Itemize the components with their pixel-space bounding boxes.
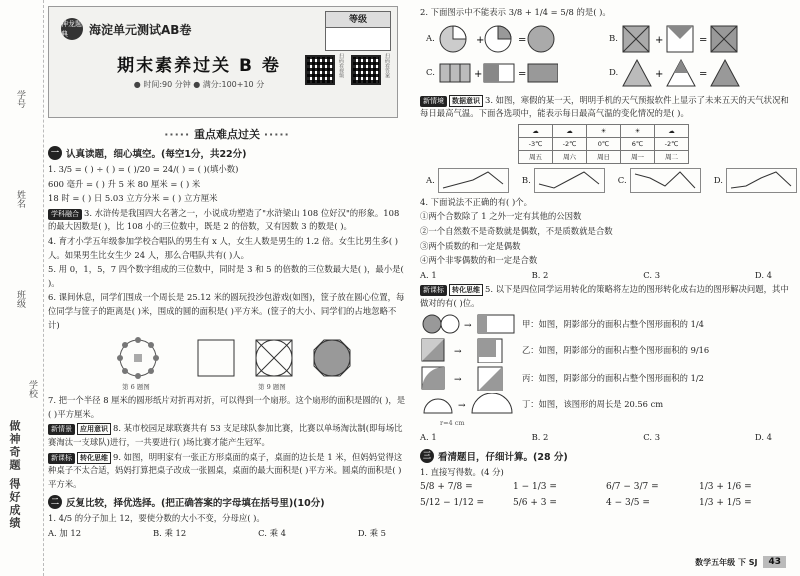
left-column [48, 6, 406, 572]
option-c[interactable]: C. 3 [643, 432, 661, 443]
question-2-5-a: → 甲：如图，阴影部分的面积占整个图形面积的 1/4 [420, 313, 792, 335]
svg-text:+: + [654, 34, 664, 46]
transform-figure-a [420, 313, 516, 335]
question-2-4: 4. 下面说法不正确的有( )个。 [420, 196, 532, 207]
weather-icon: ☁ [519, 124, 553, 137]
qr-code-video[interactable] [305, 55, 335, 85]
option-b[interactable]: B. 2 [531, 432, 549, 443]
weather-icon: ☀ [621, 124, 655, 137]
grade-box [325, 11, 391, 51]
calc-item[interactable]: 1/3 + 1/5 = [699, 498, 752, 509]
question-2-2-options [426, 24, 792, 88]
transform-figure-b [420, 337, 516, 363]
option-d-fraction-triangles[interactable]: D. + = [609, 58, 792, 88]
question-2-1: 1. 4/5 的分子加上 12，要使分数的大小不变，分母应( )。 [48, 513, 265, 524]
calc-item[interactable]: 6/7 − 3/7 = [606, 482, 659, 493]
radius-note: r=4 cm [440, 418, 465, 427]
question-2-5-b: → 乙：如图，阴影部分的面积占整个图形面积的 9/16 [420, 337, 792, 363]
figure-illustrations [48, 334, 406, 384]
question-1-2b: 18 时 = ( ) 日 5.03 立方分米 = ( ) 立方厘米 [48, 193, 218, 204]
figure-6-children-circle [117, 337, 159, 379]
option-c[interactable]: C. 乘 4 [258, 527, 286, 538]
question-1-5: 5. 用 0，1，5，7 四个数字组成的三位数中，同时是 3 和 5 的倍数的三位数最大是( )，最小是( )。 [48, 264, 404, 288]
page-number: 43 [763, 556, 786, 568]
question-2-4-item-2: ②一个自然数不是奇数就是偶数，不是质数就是合数 [420, 225, 613, 236]
svg-text:→: → [464, 320, 472, 331]
figure-9-square [198, 340, 234, 376]
svg-text:+: + [655, 68, 664, 80]
temperature-row: -3℃ -2℃ 0℃ 6℃ -2℃ [519, 137, 689, 150]
qr-code-answer[interactable] [351, 55, 381, 85]
line-chart-b-icon [534, 168, 606, 194]
question-1-4: 4. 育才小学五年级参加学校合唱队的男生有 x 人，女生人数是男生的 1.2 倍。女生比男生多( )人。如果男生比女生少 24 人，那么合唱队共有( )人。 [48, 235, 399, 260]
option-d[interactable]: D. 4 [754, 432, 772, 443]
svg-text:=: = [517, 34, 527, 46]
calc-item[interactable]: 1 − 1/3 = [513, 482, 557, 493]
question-2-4-item-1: ①两个合数除了 1 之外一定有其他的公因数 [420, 211, 582, 222]
option-a[interactable]: A. 加 12 [48, 527, 82, 538]
option-b[interactable]: B. 乘 12 [153, 527, 187, 538]
part1-heading: 一 认真读题，细心填空。(每空1分，共22分) [48, 146, 406, 160]
fraction-rects-icon [438, 58, 558, 88]
question-2-4-item-4: ④两个非零偶数的和一定是合数 [420, 255, 538, 266]
weather-icon-row [519, 124, 689, 137]
question-1-2a: 600 毫升 = ( ) 升 5 米 80 厘米 = ( ) 米 [48, 178, 201, 189]
question-1-6: 6. 课间休息，同学们围成一个周长是 25.12 米的圆玩投沙包游戏(如图)，筐子放在圆心位置，每位同学与筐子的距离是( )米，围成的圆的面积是( )平方米。(筐子的大小、同学们的占地忽略不计) [48, 292, 405, 330]
option-a[interactable]: A. 1 [420, 432, 437, 443]
transform-figure-c [420, 365, 516, 391]
svg-text:=: = [517, 68, 527, 80]
question-1-1: 1. 3/5 = ( ) ÷ ( ) = ( )/20 = 24/( ) = ( )(填小数) [48, 164, 239, 174]
calc-item[interactable]: 1/3 + 1/6 = [699, 482, 752, 493]
question-1-3: 学科融合 3. 水浒传是我国四大名著之一，小说成功塑造了"水浒梁山 108 位好汉"的形象。108 的最大因数是( )，比 108 小的三位数中，既是 2 的倍数，又有因数 3 的数是( )。 [48, 207, 400, 232]
fraction-circles-icon [438, 24, 558, 54]
option-c[interactable]: C. 3 [643, 269, 661, 280]
calc-item[interactable]: 5/12 − 1/12 = [420, 498, 485, 509]
option-c-line-chart[interactable]: C. [618, 168, 702, 194]
calc-item[interactable]: 5/8 + 7/8 = [420, 482, 473, 493]
option-d-line-chart[interactable]: D. [714, 168, 798, 194]
svg-text:→: → [454, 374, 462, 385]
weather-icon: ☁ [553, 124, 587, 137]
figure-9-caption: 第 9 题图 [258, 383, 286, 392]
question-1-7: 7. 把一个半径 8 厘米的圆形纸片对折再对折，可以得到一个扇形。这个扇形的面积是圆的( )，是( )平方厘米。 [48, 395, 406, 419]
option-d[interactable]: D. 4 [754, 269, 772, 280]
transform-figure-d [420, 393, 516, 415]
option-c-fraction-rects[interactable]: C. + = [426, 58, 609, 88]
question-2-1-options [48, 527, 406, 541]
figures-6-9 [48, 334, 406, 392]
gutter-label-class: 班级 [15, 290, 25, 308]
footer-subject: 数学五年级 下 SJ [695, 557, 758, 567]
qr-label-answer: 扫码看答案 [384, 53, 390, 78]
question-2-3-options [426, 168, 792, 194]
weather-icon: ☁ [655, 124, 689, 137]
qr-label-video: 扫码看视频 [338, 53, 344, 78]
option-b-line-chart[interactable]: B. [522, 168, 606, 194]
question-2-2: 2. 下面图示中不能表示 3/8 + 1/4 = 5/8 的是( )。 [420, 7, 611, 17]
question-2-5-c: → 丙：如图，阴影部分的面积占整个图形面积的 1/2 [420, 365, 792, 391]
grade-label: 等级 [326, 12, 390, 28]
option-b[interactable]: B. 2 [531, 269, 549, 280]
figure-9-inscribed [256, 340, 292, 376]
section-heading: ····· 重点难点过关 ····· [164, 128, 290, 141]
svg-text:=: = [699, 68, 708, 80]
gutter-motto: 做神奇题 得好成绩 [8, 420, 21, 530]
question-2-5-options [420, 431, 792, 445]
calc-item[interactable]: 5/6 + 3 = [513, 498, 557, 509]
gutter-label-student-id: 学号 [15, 90, 25, 108]
weather-table [518, 124, 689, 164]
calc-item[interactable]: 4 − 3/5 = [606, 498, 650, 509]
brand-logo: 神龙题典 [61, 20, 82, 38]
right-column [420, 6, 792, 572]
svg-text:=: = [698, 34, 708, 46]
figure-6-caption: 第 6 题图 [122, 383, 150, 392]
calculation-grid [420, 482, 792, 508]
question-2-4-options [420, 269, 792, 283]
line-chart-c-icon [630, 168, 702, 194]
brand [61, 17, 261, 41]
svg-text:→: → [454, 346, 462, 357]
option-a-line-chart[interactable]: A. [426, 168, 510, 194]
svg-text:+: + [473, 68, 483, 80]
gutter-label-school: 学校 [27, 380, 37, 398]
line-chart-d-icon [726, 168, 798, 194]
figure-9-octagon [314, 340, 350, 376]
fraction-triangles-icon [621, 58, 741, 88]
question-2-4-item-3: ③两个质数的和一定是偶数 [420, 240, 521, 251]
binding-gutter [0, 0, 44, 576]
weather-icon: ☀ [587, 124, 621, 137]
option-b-fraction-squares[interactable]: B. + = [609, 24, 792, 54]
option-a[interactable]: A. 1 [420, 269, 437, 280]
question-1-8: 新情景 应用意识 8. 某市校园足球联赛共有 53 支足球队参加比赛，比赛以单场淘汰制(即每场比赛淘汰一支球队)进行，一共要进行( )场比赛才能产生冠军。 [48, 423, 403, 447]
page-footer [695, 556, 786, 568]
part3-heading: 三 看清题目，仔细计算。(28 分) [420, 449, 792, 463]
question-2-3: 新情境 数据意识 3. 如图，寒假的某一天，明明手机的天气预报软件上显示了未来五天的天气状况和每日最高气温。下面各选项中，能表示每日最高气温的变化情况的是( )。 [420, 94, 789, 119]
brand-title: 海淀单元测试AB卷 [89, 22, 192, 37]
question-2-5: 新课标 转化思维 5. 以下是四位同学运用转化的策略将左边的图形转化成右边的图形解决问题，其中做对的有( )位。 [420, 284, 789, 308]
line-chart-a-icon [438, 168, 510, 194]
exam-meta: ● 时间:90 分钟 ● 满分:100+10 分 [133, 80, 265, 89]
option-d[interactable]: D. 乘 5 [357, 527, 386, 538]
weekday-row: 周五 周六 周日 周一 周二 [519, 150, 689, 163]
exam-title: 期末素养过关 B 卷 [117, 56, 281, 76]
header-box [48, 6, 398, 118]
part2-heading: 二 反复比较，择优选择。(把正确答案的字母填在括号里)(10分) [48, 495, 406, 509]
question-2-5-d: → 丁：如图，该图形的周长是 20.56 cm [420, 393, 792, 415]
question-1-9: 新课标 转化思维 9. 如图，明明家有一张正方形桌面的桌子，桌面的边长是 1 米，但妈妈觉得这种桌子不太合适，妈妈打算把桌子改成一张圆桌，桌面的最大面积是( )平方米。圆桌的面积是( )平方米。 [48, 451, 403, 489]
gutter-label-name: 姓名 [15, 190, 25, 208]
svg-text:+: + [475, 34, 485, 46]
svg-text:→: → [458, 400, 466, 411]
question-3-1: 1. 直接写得数。(4 分) [420, 466, 504, 477]
fraction-squares-icon [621, 24, 741, 54]
option-a-fraction-circles[interactable]: A. + = [426, 24, 609, 54]
